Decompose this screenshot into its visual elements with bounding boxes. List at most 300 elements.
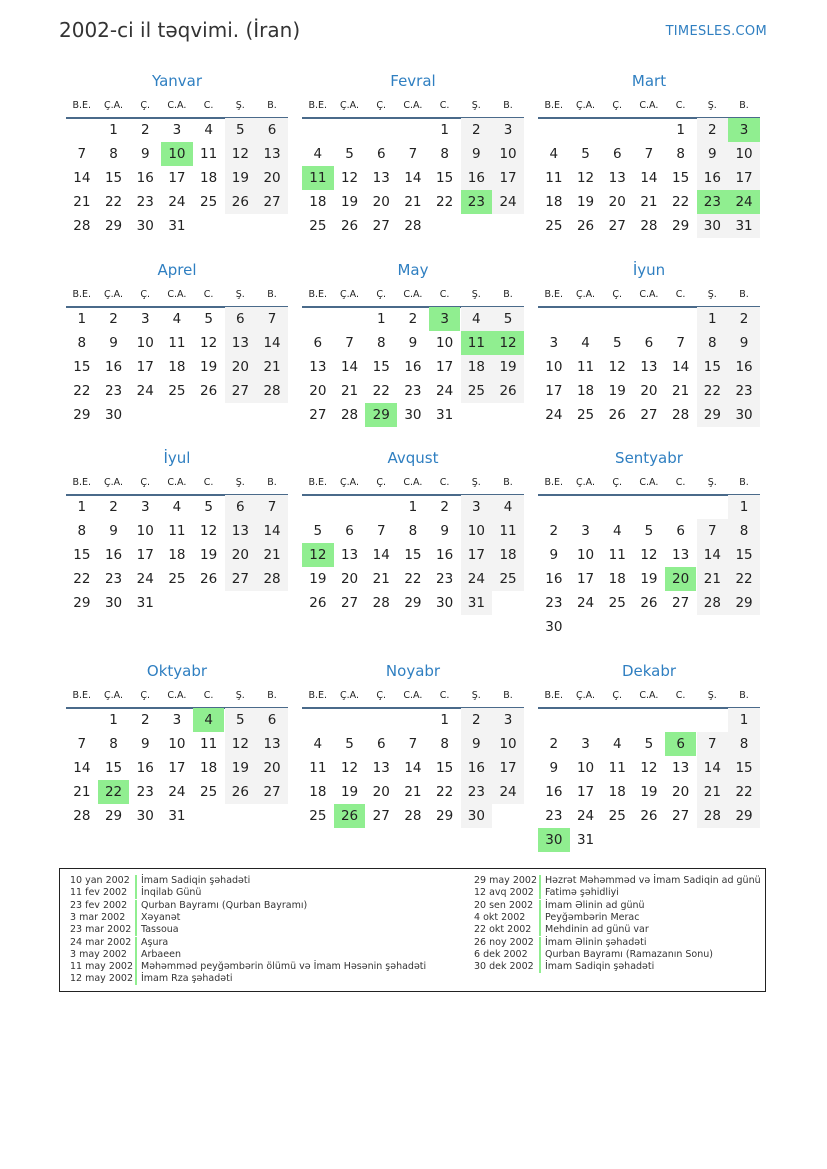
weekday-label: B.E.	[308, 690, 328, 701]
holiday-day-cell: 6	[665, 732, 697, 756]
month-name: Sentyabr	[615, 449, 683, 467]
weekday-label: B.E.	[72, 289, 92, 300]
day-cell: 17	[136, 547, 154, 563]
holiday-marker	[135, 937, 137, 949]
weekday-label: Ç.	[140, 690, 151, 701]
weekday-label: B.	[739, 100, 749, 111]
weekday-label: Ç.	[376, 477, 387, 488]
day-cell: 25	[200, 784, 218, 800]
day-cell: 20	[372, 194, 390, 210]
day-cell: 14	[404, 760, 422, 776]
day-cell: 17	[492, 166, 524, 190]
day-cell: 6	[345, 523, 354, 539]
holiday-marker	[135, 924, 137, 936]
day-cell: 2	[408, 311, 418, 327]
day-cell: 5	[345, 146, 354, 162]
day-cell: 7	[697, 519, 729, 543]
day-cell: 10	[168, 736, 186, 752]
day-cell: 31	[461, 591, 493, 615]
day-cell: 21	[640, 194, 658, 210]
day-cell: 27	[225, 567, 257, 591]
holiday-date: 26 noy 2002	[474, 936, 534, 948]
day-cell: 9	[140, 736, 150, 752]
day-cell: 22	[672, 194, 690, 210]
weekday-label: C.A.	[167, 690, 187, 701]
day-cell: 11	[200, 146, 218, 162]
weekday-label: Ç.A.	[103, 477, 123, 488]
day-cell: 28	[697, 804, 729, 828]
day-cell: 15	[728, 543, 760, 567]
holiday-day-cell: 30	[538, 828, 570, 852]
day-cell: 25	[309, 808, 327, 824]
day-cell: 6	[313, 335, 323, 351]
holiday-day-cell: 23	[461, 190, 493, 214]
holiday-name: Qurban Bayramı (Ramazanın Sonu)	[545, 948, 713, 960]
holiday-day-cell: 22	[98, 780, 130, 804]
day-cell: 20	[340, 571, 359, 587]
month-divider	[538, 494, 760, 496]
holiday-marker	[539, 887, 541, 899]
day-cell: 6	[256, 708, 288, 732]
day-cell: 12	[340, 760, 359, 776]
day-cell: 21	[697, 780, 729, 804]
weekday-label: C.	[203, 100, 214, 111]
day-cell: 13	[608, 170, 626, 186]
day-cell: 1	[408, 499, 418, 515]
weekday-label: B.E.	[308, 477, 328, 488]
day-cell: 30	[136, 218, 154, 234]
day-cell: 13	[672, 760, 690, 776]
day-cell: 1	[376, 311, 386, 327]
day-cell: 11	[168, 523, 186, 539]
day-cell: 23	[136, 194, 154, 210]
weekday-label: B.	[739, 690, 749, 701]
weekday-label: C.A.	[639, 477, 659, 488]
day-cell: 18	[608, 571, 626, 587]
day-cell: 28	[340, 407, 359, 423]
day-cell: 12	[340, 170, 359, 186]
month-divider	[538, 707, 760, 709]
day-cell: 15	[73, 359, 91, 375]
month-name: Yanvar	[151, 72, 203, 90]
holiday-day-cell: 12	[302, 543, 334, 567]
weekday-label: Ç.	[140, 477, 151, 488]
day-cell: 16	[104, 547, 123, 563]
day-cell: 14	[256, 519, 288, 543]
weekday-label: B.E.	[308, 289, 328, 300]
day-cell: 24	[168, 784, 186, 800]
weekday-label: Ç.A.	[575, 100, 595, 111]
day-cell: 26	[200, 571, 218, 587]
day-cell: 18	[608, 784, 626, 800]
day-cell: 12	[608, 359, 626, 375]
day-cell: 8	[77, 335, 87, 351]
day-cell: 5	[204, 499, 213, 515]
day-cell: 2	[549, 523, 559, 539]
holiday-name: İmam Sadiqin şəhadəti	[545, 961, 655, 973]
month-name: İyun	[632, 261, 666, 279]
weekday-label: C.	[439, 100, 450, 111]
day-cell: 20	[256, 166, 288, 190]
holiday-date: 23 fev 2002	[70, 899, 128, 911]
day-cell: 7	[256, 495, 288, 519]
weekday-label: Ş.	[471, 690, 481, 701]
weekday-label: B.	[267, 477, 277, 488]
weekday-label: Ç.	[376, 100, 387, 111]
day-cell: 21	[372, 571, 390, 587]
day-cell: 6	[376, 736, 386, 752]
weekday-label: C.	[675, 477, 686, 488]
holiday-marker	[539, 961, 541, 973]
day-cell: 22	[73, 571, 91, 587]
day-cell: 9	[697, 142, 729, 166]
day-cell: 11	[200, 736, 218, 752]
day-cell: 15	[697, 355, 729, 379]
day-cell: 23	[104, 383, 123, 399]
weekday-label: B.	[267, 690, 277, 701]
weekday-label: C.A.	[403, 690, 423, 701]
holiday-day-cell: 12	[492, 331, 524, 355]
day-cell: 7	[408, 736, 418, 752]
day-cell: 11	[608, 760, 626, 776]
day-cell: 15	[672, 170, 690, 186]
holiday-name: Məhəmməd peyğəmbərin ölümü və İmam Həsənin şəhadəti	[141, 961, 427, 973]
weekday-label: Ç.	[612, 100, 623, 111]
day-cell: 4	[492, 495, 524, 519]
day-cell: 27	[225, 379, 257, 403]
day-cell: 26	[640, 595, 658, 611]
weekday-label: Ş.	[471, 100, 481, 111]
day-cell: 31	[728, 214, 760, 238]
day-cell: 13	[225, 519, 257, 543]
day-cell: 25	[608, 595, 626, 611]
day-cell: 16	[545, 784, 563, 800]
day-cell: 8	[109, 146, 118, 162]
holiday-day-cell: 20	[665, 567, 697, 591]
day-cell: 10	[492, 142, 524, 166]
day-cell: 21	[404, 784, 422, 800]
day-cell: 16	[697, 166, 729, 190]
day-cell: 13	[372, 170, 390, 186]
day-cell: 27	[672, 808, 690, 824]
weekday-label: B.	[267, 100, 277, 111]
day-cell: 17	[492, 756, 524, 780]
day-cell: 17	[576, 784, 595, 800]
day-cell: 24	[436, 383, 454, 399]
day-cell: 26	[200, 383, 218, 399]
holiday-day-cell: 11	[461, 331, 493, 355]
day-cell: 12	[225, 732, 257, 756]
holiday-marker	[135, 961, 137, 973]
holiday-date: 12 avq 2002	[474, 887, 534, 899]
day-cell: 2	[440, 499, 449, 515]
holiday-day-cell: 3	[429, 307, 461, 331]
day-cell: 20	[640, 383, 658, 399]
day-cell: 21	[672, 383, 690, 399]
day-cell: 16	[461, 756, 493, 780]
day-cell: 7	[408, 146, 418, 162]
day-cell: 6	[225, 495, 257, 519]
day-cell: 9	[461, 732, 493, 756]
day-cell: 14	[340, 359, 359, 375]
day-cell: 17	[545, 383, 563, 399]
weekday-label: C.	[675, 690, 686, 701]
day-cell: 18	[200, 760, 218, 776]
day-cell: 16	[728, 355, 760, 379]
month-name: Mart	[631, 72, 667, 90]
day-cell: 2	[109, 311, 118, 327]
weekday-label: B.	[267, 289, 277, 300]
day-cell: 9	[109, 523, 118, 539]
day-cell: 2	[461, 118, 493, 142]
day-cell: 21	[256, 355, 288, 379]
day-cell: 26	[309, 595, 327, 611]
day-cell: 5	[345, 736, 354, 752]
day-cell: 29	[728, 591, 760, 615]
day-cell: 27	[372, 808, 390, 824]
holiday-name: İmam Əlinin şəhadəti	[545, 936, 647, 948]
holiday-day-cell: 24	[728, 190, 760, 214]
weekday-label: Ş.	[707, 477, 717, 488]
day-cell: 22	[104, 194, 123, 210]
day-cell: 24	[492, 780, 524, 804]
weekday-label: Ç.	[612, 289, 623, 300]
day-cell: 18	[492, 543, 524, 567]
day-cell: 1	[676, 122, 685, 138]
day-cell: 13	[256, 732, 288, 756]
day-cell: 16	[436, 547, 454, 563]
holiday-marker	[135, 949, 137, 961]
day-cell: 1	[109, 712, 118, 728]
day-cell: 26	[492, 379, 524, 403]
day-cell: 29	[104, 218, 123, 234]
weekday-label: C.A.	[639, 100, 659, 111]
day-cell: 10	[492, 732, 524, 756]
day-cell: 4	[612, 736, 622, 752]
day-cell: 27	[309, 407, 327, 423]
day-cell: 9	[728, 331, 760, 355]
day-cell: 7	[256, 307, 288, 331]
holiday-date: 6 dek 2002	[474, 948, 528, 960]
day-cell: 22	[436, 194, 454, 210]
holiday-name: İmam Əlinin ad günü	[545, 899, 645, 911]
day-cell: 19	[492, 355, 524, 379]
day-cell: 15	[104, 170, 123, 186]
day-cell: 15	[404, 547, 422, 563]
weekday-label: B.	[503, 690, 513, 701]
day-cell: 25	[309, 218, 327, 234]
weekday-label: Ç.	[612, 690, 623, 701]
day-cell: 12	[225, 142, 257, 166]
day-cell: 27	[372, 218, 390, 234]
weekday-label: B.E.	[544, 289, 564, 300]
day-cell: 3	[140, 311, 150, 327]
day-cell: 30	[436, 595, 454, 611]
weekday-label: C.	[203, 477, 214, 488]
day-cell: 10	[545, 359, 563, 375]
holiday-marker	[135, 887, 137, 899]
day-cell: 6	[676, 523, 685, 539]
holiday-date: 29 may 2002	[474, 875, 538, 886]
day-cell: 30	[104, 595, 123, 611]
weekday-label: C.A.	[167, 289, 187, 300]
day-cell: 4	[172, 499, 182, 515]
day-cell: 11	[492, 519, 524, 543]
day-cell: 4	[461, 307, 493, 331]
day-cell: 17	[136, 359, 154, 375]
day-cell: 19	[200, 547, 218, 563]
day-cell: 5	[225, 708, 257, 732]
day-cell: 3	[581, 736, 590, 752]
day-cell: 23	[461, 780, 493, 804]
day-cell: 3	[492, 118, 524, 142]
day-cell: 28	[256, 567, 288, 591]
holiday-name: Həzrət Məhəmməd və İmam Sadiqin ad günü	[545, 875, 761, 886]
day-cell: 14	[640, 170, 658, 186]
day-cell: 29	[104, 808, 123, 824]
day-cell: 2	[140, 122, 150, 138]
holiday-day-cell: 11	[302, 166, 334, 190]
day-cell: 7	[77, 736, 87, 752]
page-title: 2002-ci il təqvimi. (İran)	[59, 18, 301, 42]
weekday-label: B.	[503, 289, 513, 300]
holiday-date: 23 mar 2002	[70, 924, 132, 936]
weekday-label: Ç.	[376, 289, 387, 300]
day-cell: 16	[104, 359, 123, 375]
day-cell: 31	[576, 832, 595, 848]
weekday-label: Ç.A.	[339, 690, 359, 701]
day-cell: 2	[140, 712, 150, 728]
holiday-marker	[539, 937, 541, 949]
day-cell: 25	[168, 383, 186, 399]
day-cell: 28	[640, 218, 658, 234]
weekday-label: B.	[503, 100, 513, 111]
day-cell: 22	[436, 784, 454, 800]
weekday-label: C.A.	[639, 690, 659, 701]
day-cell: 7	[676, 335, 685, 351]
day-cell: 7	[376, 523, 386, 539]
weekday-label: C.A.	[403, 289, 423, 300]
day-cell: 18	[200, 170, 218, 186]
holiday-name: Mehdinin ad günü var	[545, 924, 649, 936]
day-cell: 8	[408, 523, 418, 539]
day-cell: 17	[728, 166, 760, 190]
day-cell: 6	[225, 307, 257, 331]
day-cell: 5	[204, 311, 213, 327]
day-cell: 13	[372, 760, 390, 776]
day-cell: 31	[136, 595, 154, 611]
day-cell: 18	[168, 359, 186, 375]
holiday-date: 12 may 2002	[70, 973, 134, 985]
month-name: İyul	[163, 449, 191, 467]
holiday-name: Xəyanət	[141, 911, 181, 923]
day-cell: 23	[404, 383, 422, 399]
day-cell: 4	[204, 122, 213, 138]
holiday-date: 11 may 2002	[70, 961, 134, 973]
day-cell: 24	[461, 567, 493, 591]
holiday-day-cell: 10	[161, 142, 193, 166]
day-cell: 28	[73, 808, 91, 824]
day-cell: 1	[728, 708, 760, 732]
day-cell: 30	[545, 619, 563, 635]
day-cell: 14	[697, 756, 729, 780]
holiday-name: Tassoua	[141, 924, 179, 936]
holiday-marker	[539, 912, 541, 924]
day-cell: 5	[581, 146, 590, 162]
day-cell: 23	[545, 595, 563, 611]
weekday-label: B.E.	[308, 100, 328, 111]
day-cell: 16	[136, 170, 154, 186]
holiday-date: 11 fev 2002	[70, 887, 128, 899]
holiday-marker	[539, 875, 541, 887]
day-cell: 27	[608, 218, 626, 234]
day-cell: 26	[225, 780, 257, 804]
day-cell: 30	[697, 214, 729, 238]
weekday-label: Ç.A.	[575, 477, 595, 488]
brand-link[interactable]: TIMESLES.COM	[665, 24, 767, 39]
weekday-label: C.A.	[403, 100, 423, 111]
day-cell: 7	[77, 146, 87, 162]
holiday-marker	[539, 924, 541, 936]
day-cell: 9	[140, 146, 150, 162]
holiday-date: 22 okt 2002	[474, 924, 532, 936]
day-cell: 9	[549, 760, 559, 776]
day-cell: 24	[136, 571, 154, 587]
weekday-label: Ç.A.	[575, 289, 595, 300]
day-cell: 28	[672, 407, 690, 423]
weekday-label: Ş.	[707, 690, 717, 701]
holiday-name: Peyğəmbərin Merac	[545, 911, 640, 923]
day-cell: 15	[728, 756, 760, 780]
day-cell: 18	[309, 784, 327, 800]
holiday-day-cell: 29	[365, 403, 397, 427]
weekday-label: C.A.	[639, 289, 659, 300]
day-cell: 24	[576, 595, 595, 611]
weekday-label: Ş.	[235, 100, 245, 111]
day-cell: 30	[404, 407, 422, 423]
day-cell: 1	[697, 307, 729, 331]
day-cell: 10	[136, 335, 154, 351]
day-cell: 19	[225, 756, 257, 780]
day-cell: 21	[73, 194, 91, 210]
day-cell: 22	[728, 780, 760, 804]
day-cell: 31	[168, 808, 186, 824]
day-cell: 19	[640, 571, 658, 587]
weekday-label: C.A.	[167, 477, 187, 488]
day-cell: 13	[225, 331, 257, 355]
month-name: Noyabr	[385, 662, 441, 680]
day-cell: 11	[309, 760, 327, 776]
day-cell: 14	[404, 170, 422, 186]
weekday-label: Ş.	[471, 289, 481, 300]
day-cell: 3	[172, 122, 182, 138]
day-cell: 29	[436, 808, 454, 824]
day-cell: 24	[576, 808, 595, 824]
weekday-label: Ş.	[235, 289, 245, 300]
day-cell: 27	[672, 595, 690, 611]
day-cell: 14	[73, 760, 91, 776]
day-cell: 23	[436, 571, 454, 587]
day-cell: 26	[608, 407, 626, 423]
day-cell: 5	[492, 307, 524, 331]
day-cell: 30	[104, 407, 123, 423]
weekday-label: B.E.	[72, 477, 92, 488]
holiday-marker	[135, 973, 137, 985]
day-cell: 25	[168, 571, 186, 587]
day-cell: 10	[461, 519, 493, 543]
day-cell: 6	[612, 146, 622, 162]
day-cell: 21	[256, 543, 288, 567]
